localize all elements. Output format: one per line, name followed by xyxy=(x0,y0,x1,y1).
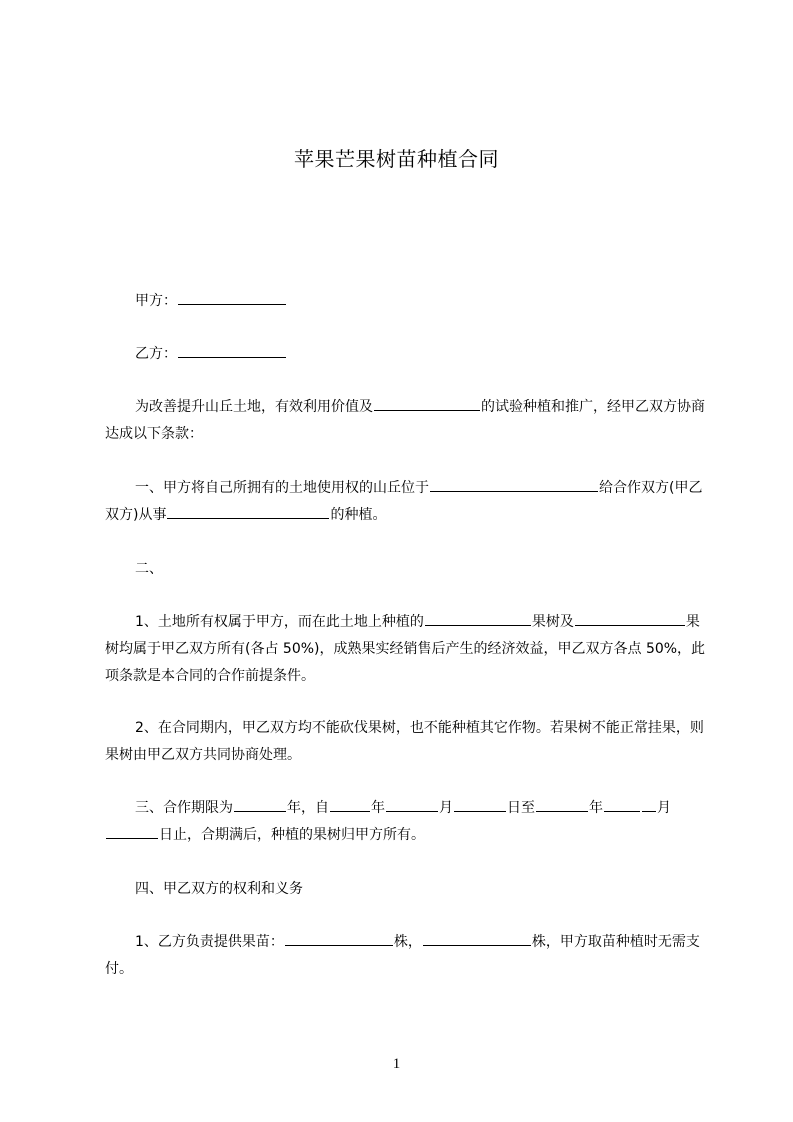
clause-3-blank-end-month-b xyxy=(642,797,656,812)
page-number: 1 xyxy=(392,1056,401,1072)
clause-3-text-8: 日止，合期满后，种植的果树归甲方所有。 xyxy=(159,827,425,843)
intro-paragraph xyxy=(105,394,710,448)
clause-4-heading-line xyxy=(105,876,710,903)
clause-2-2-paragraph xyxy=(105,715,710,769)
clause-2-1-text-2: 果树及 xyxy=(531,614,574,630)
clause-2-1-blank-fruit-2 xyxy=(575,611,685,626)
clause-3-blank-end-month-a xyxy=(604,797,640,812)
clause-4-heading: 四、甲乙双方的权利和义务 xyxy=(135,881,303,897)
document-title: 苹果芒果树苗种植合同 xyxy=(294,147,499,171)
clause-2-heading: 二、 xyxy=(135,561,163,577)
clause-3-blank-start-year xyxy=(330,797,370,812)
clause-3-text-3: 年 xyxy=(371,800,385,816)
clause-4-1-blank-count-1 xyxy=(285,931,393,946)
party-a-line xyxy=(105,288,710,315)
clause-3-paragraph xyxy=(105,795,710,849)
clause-1-text-2: 给合作双方(甲乙双方)从事 xyxy=(105,480,703,523)
party-b-label: 乙方： xyxy=(135,346,177,362)
clause-3-blank-end-year xyxy=(536,797,588,812)
clause-3-text-6: 年 xyxy=(589,800,603,816)
party-a-blank xyxy=(178,290,286,305)
clause-1-text-1: 一、甲方将自己所拥有的土地使用权的山丘位于 xyxy=(135,480,429,496)
intro-blank xyxy=(374,396,480,411)
clause-3-blank-end-day xyxy=(106,824,158,839)
clause-2-2-text: 2、在合同期内，甲乙双方均不能砍伐果树，也不能种植其它作物。若果树不能正常挂果，则果树由甲乙双方共同协商处理。 xyxy=(105,720,704,763)
clause-1-blank-location xyxy=(430,477,598,492)
clause-4-1-text-3: 株，甲方取苗种植时无需支付。 xyxy=(105,934,700,977)
clause-2-1-blank-fruit-1 xyxy=(425,611,531,626)
clause-3-text-7: 月 xyxy=(657,800,671,816)
clause-3-blank-start-month xyxy=(386,797,438,812)
party-b-blank xyxy=(178,343,286,358)
intro-text-1: 为改善提升山丘土地，有效利用价值及 xyxy=(135,399,373,415)
party-b-line xyxy=(105,341,710,368)
clause-2-1-text-1: 1、土地所有权属于甲方，而在此土地上种植的 xyxy=(135,614,424,630)
clause-3-text-4: 月 xyxy=(439,800,453,816)
clause-2-1-text-3: 果树均属于甲乙双方所有(各占 50%)，成熟果实经销售后产生的经济效益，甲乙双方各点 50%，此项条款是本合同的合作前提条件。 xyxy=(105,614,706,684)
clause-4-1-blank-count-2 xyxy=(423,931,531,946)
clause-4-1-text-1: 1、乙方负责提供果苗： xyxy=(135,934,284,950)
clause-2-1-paragraph xyxy=(105,609,710,690)
clause-3-blank-years xyxy=(234,797,286,812)
clause-3-blank-start-day xyxy=(454,797,506,812)
clause-1-paragraph xyxy=(105,475,710,529)
clause-4-1-paragraph xyxy=(105,929,710,983)
clause-4-1-text-2: 株， xyxy=(393,934,422,950)
clause-3-text-2: 年，自 xyxy=(287,800,329,816)
clause-3-text-5: 日至 xyxy=(507,800,535,816)
clause-1-text-3: 的种植。 xyxy=(330,507,387,523)
clause-1-blank-planting xyxy=(167,504,329,519)
clause-3-text-1: 三、合作期限为 xyxy=(135,800,233,816)
intro-text-2: 的试验种植和推广，经甲乙双方协商达成以下条款： xyxy=(105,399,705,442)
party-a-label: 甲方： xyxy=(135,293,177,309)
clause-2-heading-line xyxy=(105,556,710,583)
